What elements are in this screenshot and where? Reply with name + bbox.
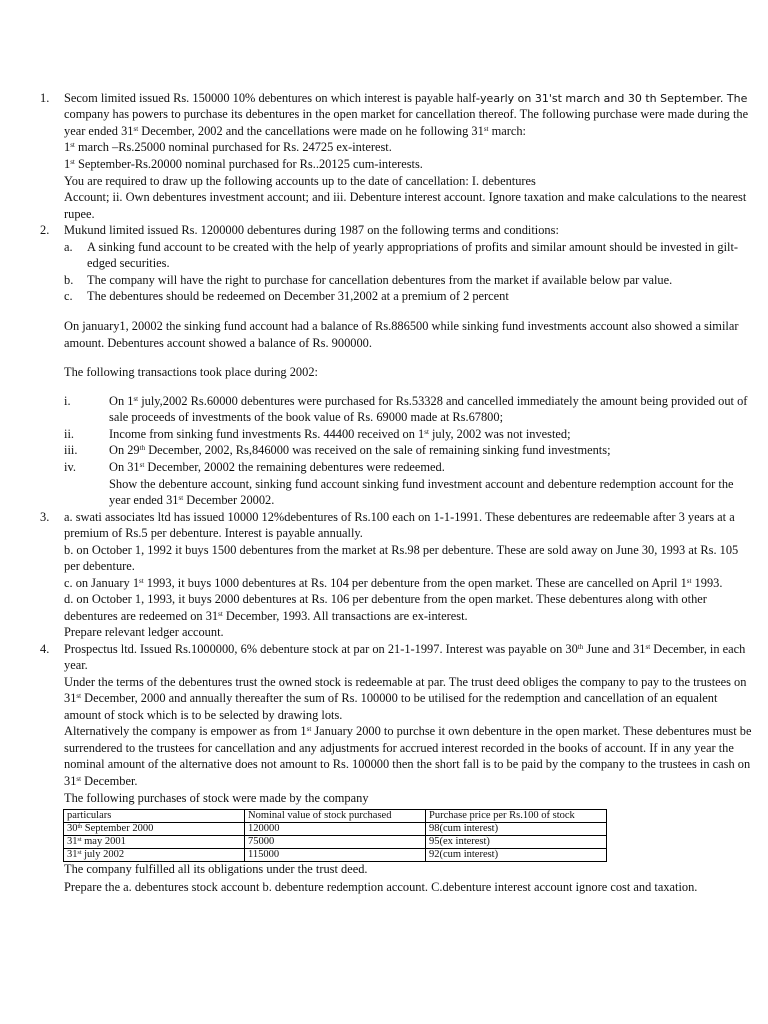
text-line (64, 609, 468, 624)
text-span: December. (81, 774, 138, 788)
superscript: st (139, 461, 145, 469)
text-span: Prospectus ltd. Issued Rs.1000000, 6% debenture stock at par on 21-1-1997. Interest was payable on 30 (64, 642, 578, 656)
table-row (64, 836, 607, 849)
superscript: st (77, 850, 82, 856)
text-line: sale proceeds of investments of the book value of Rs. 69000 made at Rs.67800; (109, 410, 504, 424)
text-span: debentures are redeemed on 31 (64, 609, 219, 623)
text-line (109, 427, 571, 442)
text-line: surrendered to the trustees for cancellation and any adjustments for accrued interest recorded in the books of account. If in any year the (64, 741, 734, 755)
text-span: December 20002. (183, 493, 275, 507)
text-span: year ended 31 (109, 493, 179, 507)
text-line (109, 493, 274, 508)
text-line: premium of Rs.5 per debenture. Interest is payable annually. (64, 526, 363, 540)
text-span: 31 (64, 774, 77, 788)
superscript: st (76, 692, 82, 700)
table-cell: 92(cum interest) (426, 849, 607, 862)
superscript: st (686, 577, 692, 585)
table-cell: 115000 (245, 849, 426, 862)
text-span: September 2000 (82, 823, 154, 834)
table-header-cell: Purchase price per Rs.100 of stock (426, 810, 607, 823)
superscript: st (70, 141, 75, 149)
table-cell (64, 823, 245, 836)
text-span: 1993. (691, 576, 723, 590)
text-line: Account; ii. Own debentures investment account; and iii. Debenture interest account. Ignore taxation and make calculations to the nearest (64, 190, 747, 204)
text-span: September-Rs.20000 nominal purchased for Rs..20125 cum-interests. (74, 157, 423, 171)
text-line: Prepare relevant ledger account. (64, 625, 224, 639)
question-number: 1. (40, 91, 50, 105)
text-span: On 29 (109, 443, 140, 457)
text-line (64, 642, 745, 657)
text-span: 1 (64, 157, 71, 171)
text-line: Prepare the a. debentures stock account b. debenture redemption account. C.debenture interest account ignore cost and taxation. (64, 880, 698, 894)
text-span: December, 2000 and annually thereafter the sum of Rs. 100000 to be utilised for the redemption and cancellation of an equalent (81, 691, 718, 705)
text-line (64, 124, 526, 139)
text-span: Secom limited issued Rs. 150000 10% debentures on which interest is payable half- (64, 91, 481, 105)
text-span: 30 (67, 823, 78, 834)
text-line: You are required to draw up the following accounts up to the date of cancellation: I. debentures (64, 174, 536, 188)
table-header-row (64, 810, 607, 823)
table-row (64, 823, 607, 836)
text-span: july, 2002 was not invested; (428, 427, 571, 441)
text-span: January 2000 to purchse it own debenture in the open market. These debentures must be (311, 724, 752, 738)
text-line (109, 443, 611, 458)
text-line: On january1, 20002 the sinking fund account had a balance of Rs.886500 while sinking fund investments account also showed a similar (64, 319, 739, 333)
stock-purchases-table (63, 809, 607, 862)
text-line: year. (64, 658, 88, 672)
superscript: st (77, 837, 82, 843)
text-line: amount. Debentures account showed a balance of Rs. 900000. (64, 336, 372, 350)
text-line: rupee. (64, 207, 95, 221)
text-line: edged securities. (87, 256, 170, 270)
text-span: December, in each (650, 642, 746, 656)
text-span: December, 2002 and the cancellations were made on he following 31 (138, 124, 484, 138)
text-line: The following purchases of stock were made by the company (64, 791, 369, 805)
text-line (64, 140, 392, 155)
text-line: Under the terms of the debentures trust the owned stock is redeemable at par. The trust deed obliges the company to pay to the trustees on (64, 675, 747, 689)
text-span: 31 (67, 836, 78, 847)
text-span: The (723, 92, 748, 105)
text-span: year ended 31 (64, 124, 134, 138)
table-cell (64, 849, 245, 862)
table-cell: 75000 (245, 836, 426, 849)
text-span: yearly on 31'st march and 30 th September. (480, 92, 724, 105)
text-line: The company fulfilled all its obligations under the trust deed. (64, 862, 368, 876)
text-line (64, 576, 722, 591)
superscript: st (306, 725, 312, 733)
superscript: st (133, 395, 139, 403)
question-number: 3. (40, 510, 50, 524)
text-span: july 2002 (81, 849, 125, 860)
superscript: th (139, 444, 146, 452)
text-line (64, 91, 747, 106)
text-line: Show the debenture account, sinking fund account sinking fund investment account and debenture redemption account for the (109, 477, 734, 491)
text-line (64, 691, 717, 706)
text-line: amount of stock which is to be selected by drawing lots. (64, 708, 343, 722)
list-label: iii. (64, 443, 78, 457)
superscript: st (139, 577, 144, 585)
text-span: 31 (64, 691, 77, 705)
text-line: nominal amount of the alternative does not amount to Rs. 100000 then the short fall is to be paid by the company to the trustees in cash on (64, 757, 751, 771)
text-span: On 1 (109, 394, 134, 408)
text-line (109, 394, 747, 409)
superscript: st (70, 158, 75, 166)
text-line: A sinking fund account to be created with the help of yearly appropriations of profits and similar amount should be invested in gilt- (87, 240, 739, 254)
text-span: july,2002 Rs.60000 debentures were purchased for Rs.53328 and cancelled immediately the amount being provided out of (138, 394, 748, 408)
text-span: Income from sinking fund investments Rs. 44400 received on 1 (109, 427, 425, 441)
superscript: st (178, 494, 184, 502)
superscript: st (218, 610, 223, 618)
list-label: b. (64, 273, 74, 287)
text-span: June and 31 (583, 642, 646, 656)
list-label: c. (64, 289, 73, 303)
text-span: On 31 (109, 460, 140, 474)
table-cell: 120000 (245, 823, 426, 836)
superscript: th (77, 824, 83, 830)
text-line: company has powers to purchase its debentures in the open market for cancellation thereof. The following purchase were made during the (64, 107, 749, 121)
table-cell (64, 836, 245, 849)
question-number: 2. (40, 223, 50, 237)
superscript: st (133, 125, 139, 133)
text-line (109, 460, 445, 475)
text-span: 1993, it buys 1000 debentures at Rs. 104 per debenture from the open market. These are cancelled on April 1 (143, 576, 687, 590)
text-line: The company will have the right to purchase for cancellation debentures from the market if available below par value. (87, 273, 673, 287)
text-line: The following transactions took place during 2002: (64, 365, 318, 379)
superscript: st (424, 428, 429, 436)
text-line: The debentures should be redeemed on December 31,2002 at a premium of 2 percent (87, 289, 509, 303)
superscript: st (76, 775, 82, 783)
text-line: Mukund limited issued Rs. 1200000 debentures during 1987 on the following terms and conditions: (64, 223, 559, 237)
superscript: th (577, 643, 584, 651)
text-line: per debenture. (64, 559, 135, 573)
text-line (64, 724, 751, 739)
text-line (64, 774, 137, 789)
text-line: d. on October 1, 1993, it buys 2000 debentures at Rs. 106 per debenture from the open market. These debentures along with other (64, 592, 707, 606)
table-header-cell: Nominal value of stock purchased (245, 810, 426, 823)
table-row (64, 849, 607, 862)
text-span: march: (488, 124, 526, 138)
table-header-cell: particulars (64, 810, 245, 823)
superscript: st (645, 643, 651, 651)
table-cell: 95(ex interest) (426, 836, 607, 849)
text-span: Alternatively the company is empower as from 1 (64, 724, 307, 738)
question-number: 4. (40, 642, 50, 656)
text-span: December, 2002, Rs,846000 was received on the sale of remaining sinking fund investments; (145, 443, 611, 457)
text-line (64, 157, 423, 172)
text-span: 31 (67, 849, 78, 860)
list-label: a. (64, 240, 73, 254)
text-span: December, 1993. All transactions are ex-interest. (222, 609, 468, 623)
text-span: 1 (64, 140, 71, 154)
text-span: march –Rs.25000 nominal purchased for Rs. 24725 ex-interest. (74, 140, 392, 154)
text-line: b. on October 1, 1992 it buys 1500 debentures from the market at Rs.98 per debenture. These are sold away on June 30, 1993 at Rs. 105 (64, 543, 739, 557)
text-span: may 2001 (81, 836, 126, 847)
superscript: st (483, 125, 489, 133)
table-cell: 98(cum interest) (426, 823, 607, 836)
text-span: c. on January 1 (64, 576, 140, 590)
list-label: ii. (64, 427, 74, 441)
list-label: iv. (64, 460, 76, 474)
list-label: i. (64, 394, 71, 408)
text-span: December, 20002 the remaining debentures were redeemed. (144, 460, 445, 474)
text-line: a. swati associates ltd has issued 10000 12%debentures of Rs.100 each on 1-1-1991. These debentures are redeemable after 3 years at a (64, 510, 735, 524)
